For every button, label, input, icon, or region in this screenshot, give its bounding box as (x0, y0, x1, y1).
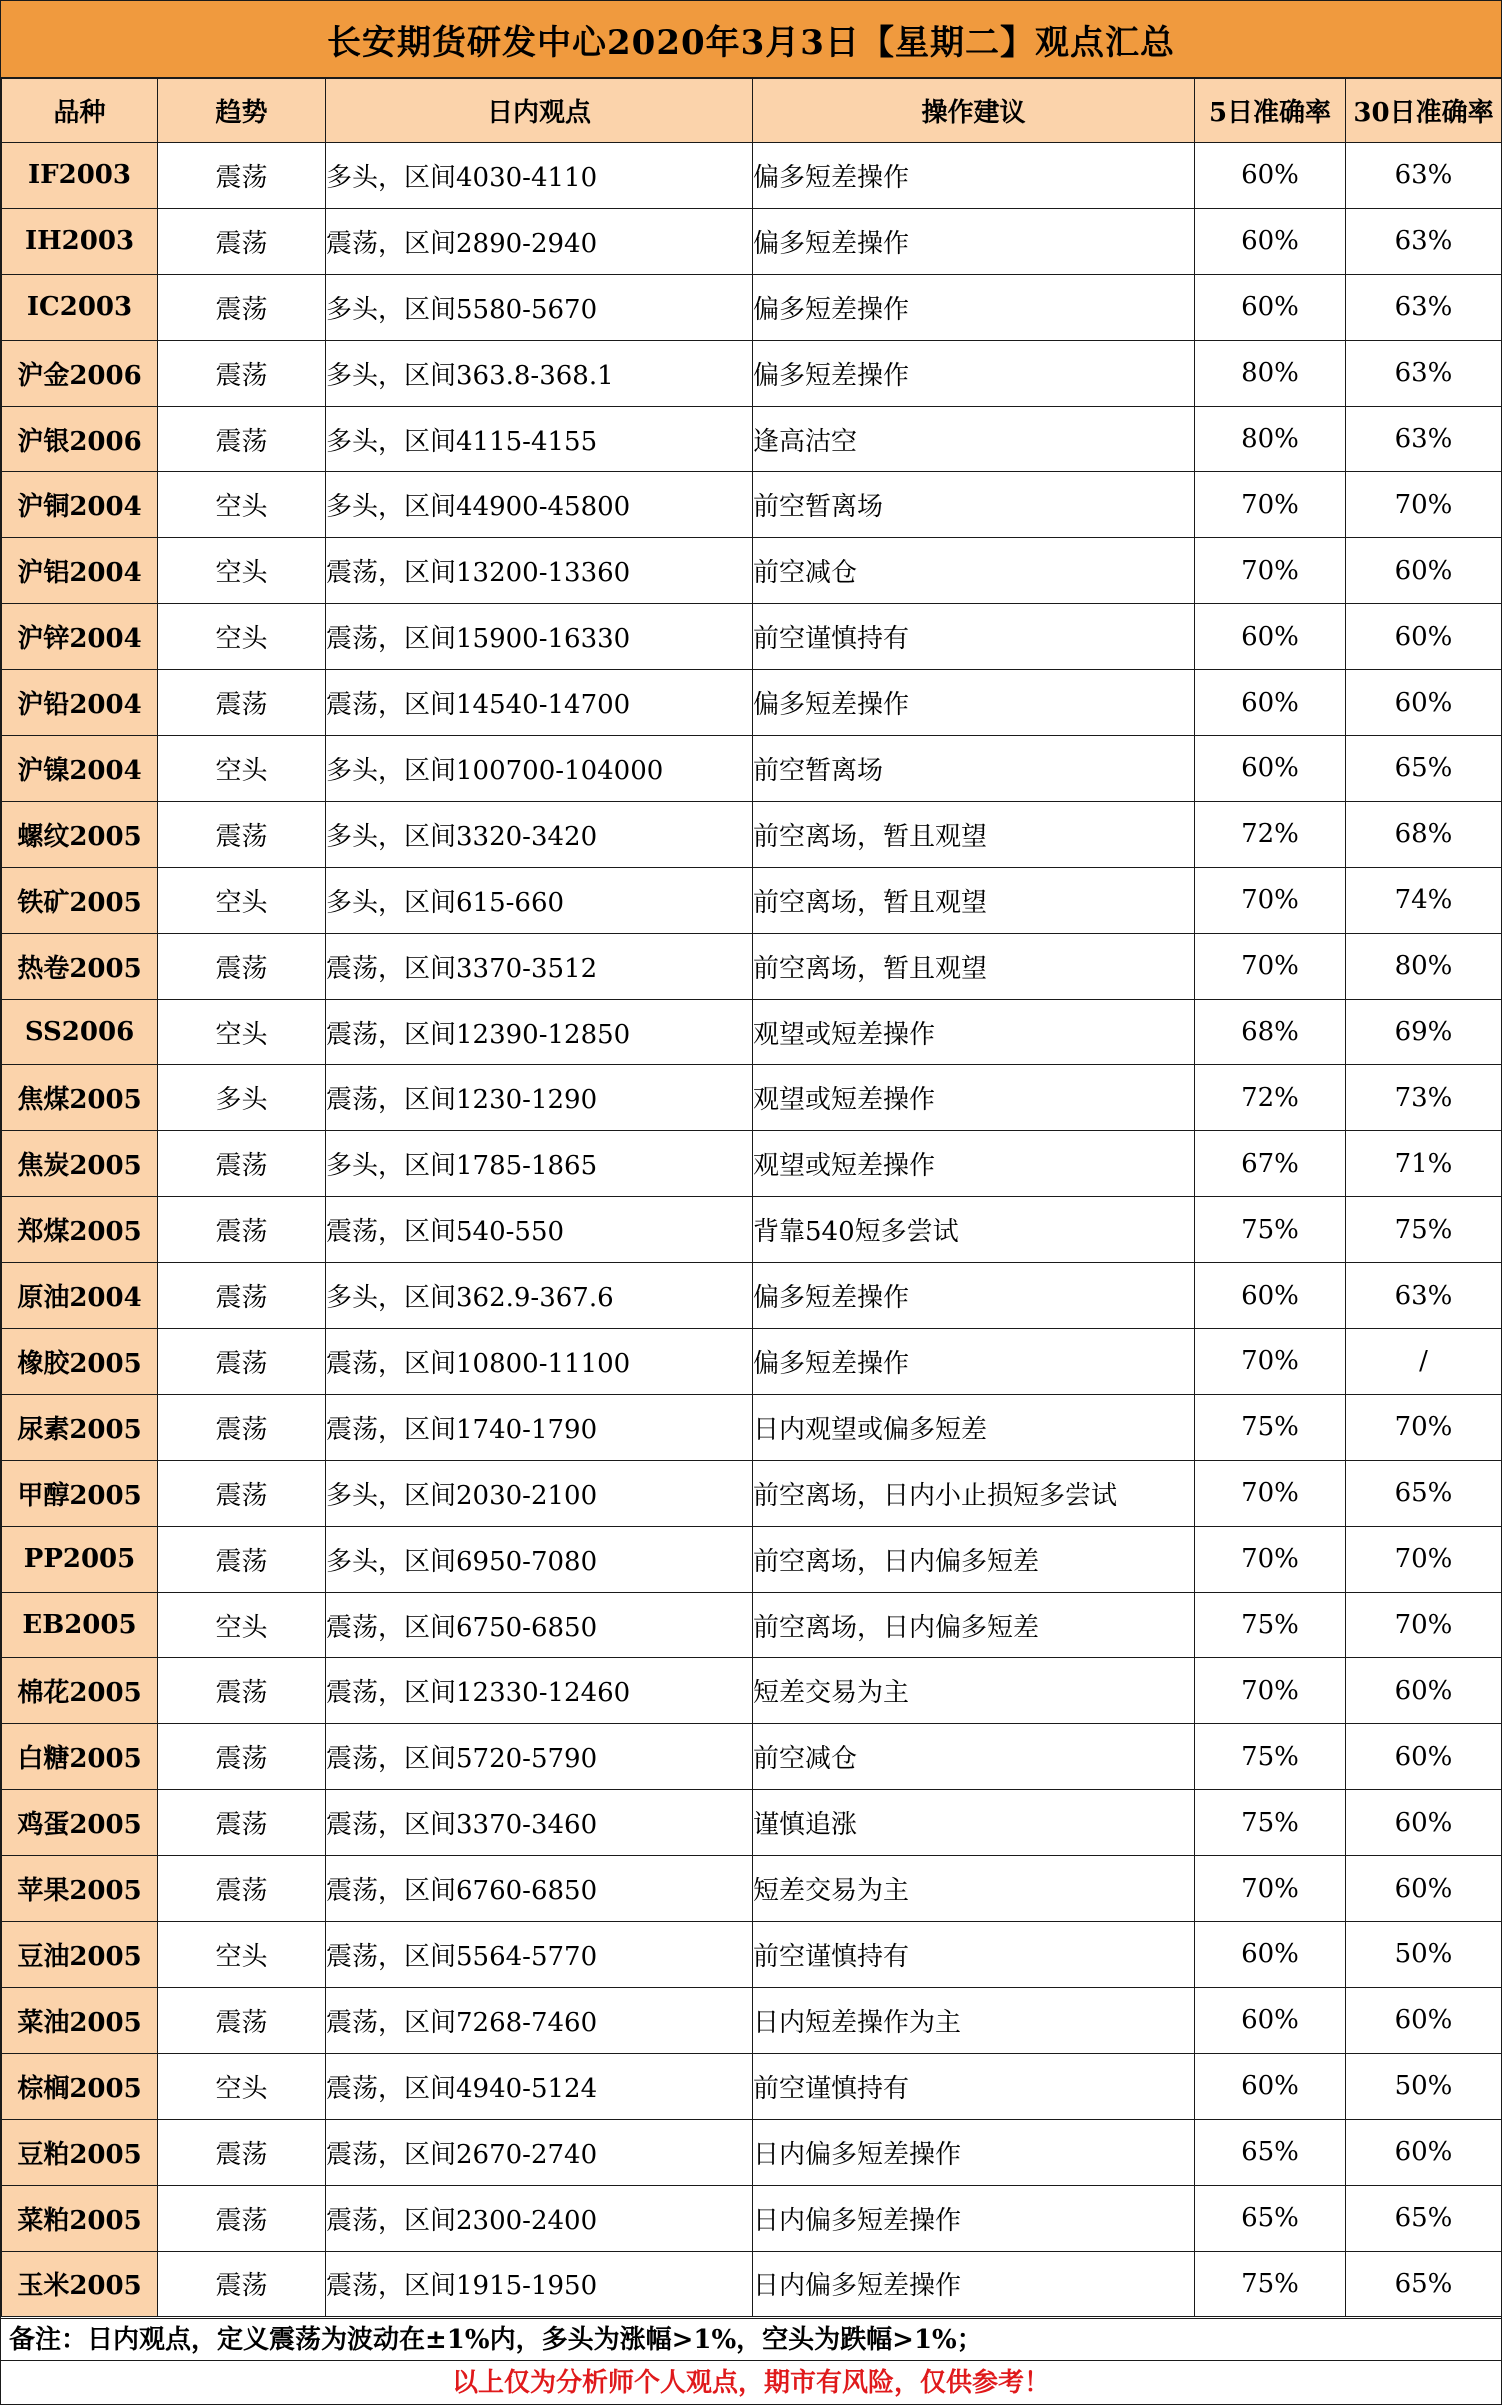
advice-cell: 前空离场，日内小止损短多尝试 (753, 1460, 1195, 1526)
table-row (2, 208, 1502, 274)
table-row (2, 2053, 1502, 2119)
trend-cell: 震荡 (158, 2119, 326, 2185)
trend-cell: 震荡 (158, 801, 326, 867)
accuracy-30d-cell: 70% (1346, 472, 1502, 538)
advice-cell: 偏多短差操作 (753, 670, 1195, 736)
accuracy-5d-cell: 80% (1195, 406, 1346, 472)
table-row (2, 2185, 1502, 2251)
variety-cell: 沪金2006 (2, 340, 158, 406)
table-row (2, 1790, 1502, 1856)
trend-cell: 震荡 (158, 1131, 326, 1197)
footnote: 备注：日内观点，定义震荡为波动在±1%内，多头为涨幅>1%，空头为跌幅>1%； (1, 2318, 1501, 2361)
trend-cell: 空头 (158, 538, 326, 604)
accuracy-5d-cell: 70% (1195, 1329, 1346, 1395)
trend-cell: 震荡 (158, 2251, 326, 2317)
accuracy-5d-cell: 60% (1195, 1987, 1346, 2053)
trend-cell: 震荡 (158, 208, 326, 274)
intraday-view-cell: 多头，区间6950-7080 (326, 1526, 753, 1592)
table-row (2, 1856, 1502, 1922)
variety-cell: PP2005 (2, 1526, 158, 1592)
accuracy-30d-cell: 50% (1346, 1922, 1502, 1988)
trend-cell: 空头 (158, 999, 326, 1065)
accuracy-30d-cell: 63% (1346, 143, 1502, 209)
accuracy-5d-cell: 60% (1195, 143, 1346, 209)
trend-cell: 空头 (158, 867, 326, 933)
header-intraday-view: 日内观点 (326, 79, 753, 143)
accuracy-5d-cell: 70% (1195, 1526, 1346, 1592)
advice-cell: 前空减仓 (753, 1724, 1195, 1790)
advice-cell: 前空离场，暂且观望 (753, 933, 1195, 999)
intraday-view-cell: 震荡，区间1915-1950 (326, 2251, 753, 2317)
table-row (2, 1065, 1502, 1131)
accuracy-30d-cell: 60% (1346, 1724, 1502, 1790)
accuracy-30d-cell: 65% (1346, 2251, 1502, 2317)
accuracy-5d-cell: 75% (1195, 1724, 1346, 1790)
variety-cell: 菜油2005 (2, 1987, 158, 2053)
accuracy-5d-cell: 80% (1195, 340, 1346, 406)
trend-cell: 震荡 (158, 406, 326, 472)
header-row (2, 79, 1502, 143)
variety-cell: 棉花2005 (2, 1658, 158, 1724)
trend-cell: 震荡 (158, 1790, 326, 1856)
intraday-view-cell: 震荡，区间7268-7460 (326, 1987, 753, 2053)
advice-cell: 观望或短差操作 (753, 1065, 1195, 1131)
accuracy-30d-cell: 60% (1346, 1658, 1502, 1724)
trend-cell: 震荡 (158, 1987, 326, 2053)
advice-cell: 逢高沽空 (753, 406, 1195, 472)
intraday-view-cell: 震荡，区间540-550 (326, 1197, 753, 1263)
advice-cell: 前空谨慎持有 (753, 2053, 1195, 2119)
trend-cell: 震荡 (158, 933, 326, 999)
table-row (2, 933, 1502, 999)
accuracy-30d-cell: 60% (1346, 1856, 1502, 1922)
table-row (2, 538, 1502, 604)
variety-cell: 甲醇2005 (2, 1460, 158, 1526)
table-row (2, 736, 1502, 802)
variety-cell: 菜粕2005 (2, 2185, 158, 2251)
advice-cell: 前空离场，日内偏多短差 (753, 1526, 1195, 1592)
trend-cell: 空头 (158, 736, 326, 802)
accuracy-30d-cell: 69% (1346, 999, 1502, 1065)
variety-cell: IC2003 (2, 274, 158, 340)
table-row (2, 670, 1502, 736)
accuracy-30d-cell: 60% (1346, 1987, 1502, 2053)
intraday-view-cell: 震荡，区间5720-5790 (326, 1724, 753, 1790)
accuracy-30d-cell: 63% (1346, 208, 1502, 274)
advice-cell: 谨慎追涨 (753, 1790, 1195, 1856)
accuracy-5d-cell: 70% (1195, 867, 1346, 933)
variety-cell: 沪银2006 (2, 406, 158, 472)
variety-cell: 沪铝2004 (2, 538, 158, 604)
variety-cell: 玉米2005 (2, 2251, 158, 2317)
trend-cell: 震荡 (158, 143, 326, 209)
accuracy-30d-cell: 75% (1346, 1197, 1502, 1263)
advice-cell: 前空谨慎持有 (753, 1922, 1195, 1988)
advice-cell: 日内偏多短差操作 (753, 2119, 1195, 2185)
intraday-view-cell: 多头，区间100700-104000 (326, 736, 753, 802)
accuracy-5d-cell: 70% (1195, 472, 1346, 538)
accuracy-5d-cell: 60% (1195, 1922, 1346, 1988)
variety-cell: 热卷2005 (2, 933, 158, 999)
intraday-view-cell: 多头，区间5580-5670 (326, 274, 753, 340)
accuracy-5d-cell: 65% (1195, 2119, 1346, 2185)
variety-cell: 螺纹2005 (2, 801, 158, 867)
variety-cell: IH2003 (2, 208, 158, 274)
advice-cell: 前空离场，暂且观望 (753, 801, 1195, 867)
advice-cell: 前空谨慎持有 (753, 604, 1195, 670)
accuracy-30d-cell: 70% (1346, 1394, 1502, 1460)
variety-cell: 鸡蛋2005 (2, 1790, 158, 1856)
views-table (1, 78, 1502, 2317)
variety-cell: IF2003 (2, 143, 158, 209)
accuracy-5d-cell: 75% (1195, 1592, 1346, 1658)
accuracy-5d-cell: 72% (1195, 1065, 1346, 1131)
table-row (2, 274, 1502, 340)
table-row (2, 340, 1502, 406)
advice-cell: 日内偏多短差操作 (753, 2251, 1195, 2317)
table-row (2, 1987, 1502, 2053)
accuracy-30d-cell: 60% (1346, 2119, 1502, 2185)
trend-cell: 震荡 (158, 1197, 326, 1263)
variety-cell: 白糖2005 (2, 1724, 158, 1790)
table-row (2, 1922, 1502, 1988)
trend-cell: 震荡 (158, 1329, 326, 1395)
trend-cell: 空头 (158, 604, 326, 670)
table-row (2, 1592, 1502, 1658)
accuracy-30d-cell: 65% (1346, 2185, 1502, 2251)
table-row (2, 1724, 1502, 1790)
accuracy-5d-cell: 60% (1195, 208, 1346, 274)
table-row (2, 1263, 1502, 1329)
accuracy-30d-cell: 60% (1346, 670, 1502, 736)
advice-cell: 前空离场，暂且观望 (753, 867, 1195, 933)
accuracy-30d-cell: 71% (1346, 1131, 1502, 1197)
accuracy-30d-cell: 80% (1346, 933, 1502, 999)
table-row (2, 1658, 1502, 1724)
intraday-view-cell: 震荡，区间12390-12850 (326, 999, 753, 1065)
intraday-view-cell: 多头，区间4115-4155 (326, 406, 753, 472)
advice-cell: 背靠540短多尝试 (753, 1197, 1195, 1263)
trend-cell: 震荡 (158, 1856, 326, 1922)
intraday-view-cell: 震荡，区间5564-5770 (326, 1922, 753, 1988)
variety-cell: 沪镍2004 (2, 736, 158, 802)
variety-cell: 沪铜2004 (2, 472, 158, 538)
accuracy-5d-cell: 75% (1195, 1790, 1346, 1856)
accuracy-5d-cell: 67% (1195, 1131, 1346, 1197)
accuracy-5d-cell: 60% (1195, 2053, 1346, 2119)
intraday-view-cell: 多头，区间3320-3420 (326, 801, 753, 867)
accuracy-5d-cell: 65% (1195, 2185, 1346, 2251)
disclaimer: 以上仅为分析师个人观点，期市有风险，仅供参考！ (451, 2368, 1050, 2398)
variety-cell: 沪锌2004 (2, 604, 158, 670)
intraday-view-cell: 震荡，区间1230-1290 (326, 1065, 753, 1131)
advice-cell: 偏多短差操作 (753, 340, 1195, 406)
accuracy-30d-cell: 63% (1346, 1263, 1502, 1329)
intraday-view-cell: 多头，区间363.8-368.1 (326, 340, 753, 406)
accuracy-5d-cell: 60% (1195, 1263, 1346, 1329)
advice-cell: 短差交易为主 (753, 1856, 1195, 1922)
accuracy-30d-cell: 60% (1346, 604, 1502, 670)
intraday-view-cell: 震荡，区间3370-3460 (326, 1790, 753, 1856)
variety-cell: 尿素2005 (2, 1394, 158, 1460)
intraday-view-cell: 多头，区间44900-45800 (326, 472, 753, 538)
table-row (2, 1460, 1502, 1526)
accuracy-30d-cell: 74% (1346, 867, 1502, 933)
advice-cell: 偏多短差操作 (753, 143, 1195, 209)
header-trend: 趋势 (158, 79, 326, 143)
trend-cell: 多头 (158, 1065, 326, 1131)
trend-cell: 空头 (158, 472, 326, 538)
accuracy-30d-cell: 63% (1346, 274, 1502, 340)
accuracy-30d-cell: 70% (1346, 1526, 1502, 1592)
table-row (2, 867, 1502, 933)
advice-cell: 前空离场，日内偏多短差 (753, 1592, 1195, 1658)
accuracy-30d-cell: 63% (1346, 340, 1502, 406)
intraday-view-cell: 多头，区间615-660 (326, 867, 753, 933)
intraday-view-cell: 震荡，区间4940-5124 (326, 2053, 753, 2119)
advice-cell: 偏多短差操作 (753, 1263, 1195, 1329)
trend-cell: 震荡 (158, 340, 326, 406)
accuracy-5d-cell: 70% (1195, 1658, 1346, 1724)
intraday-view-cell: 震荡，区间2670-2740 (326, 2119, 753, 2185)
table-row (2, 2251, 1502, 2317)
trend-cell: 震荡 (158, 2185, 326, 2251)
advice-cell: 偏多短差操作 (753, 1329, 1195, 1395)
accuracy-5d-cell: 70% (1195, 1460, 1346, 1526)
trend-cell: 震荡 (158, 274, 326, 340)
intraday-view-cell: 多头，区间2030-2100 (326, 1460, 753, 1526)
variety-cell: 棕榈2005 (2, 2053, 158, 2119)
intraday-view-cell: 震荡，区间3370-3512 (326, 933, 753, 999)
variety-cell: 铁矿2005 (2, 867, 158, 933)
variety-cell: 苹果2005 (2, 1856, 158, 1922)
intraday-view-cell: 震荡，区间2890-2940 (326, 208, 753, 274)
accuracy-5d-cell: 75% (1195, 1394, 1346, 1460)
variety-cell: SS2006 (2, 999, 158, 1065)
intraday-view-cell: 震荡，区间12330-12460 (326, 1658, 753, 1724)
accuracy-30d-cell: 70% (1346, 1592, 1502, 1658)
variety-cell: 橡胶2005 (2, 1329, 158, 1395)
accuracy-5d-cell: 75% (1195, 2251, 1346, 2317)
header-accuracy-30d: 30日准确率 (1346, 79, 1502, 143)
table-row (2, 472, 1502, 538)
intraday-view-cell: 震荡，区间10800-11100 (326, 1329, 753, 1395)
table-row (2, 406, 1502, 472)
intraday-view-cell: 震荡，区间14540-14700 (326, 670, 753, 736)
table-row (2, 1394, 1502, 1460)
accuracy-5d-cell: 70% (1195, 538, 1346, 604)
advice-cell: 日内偏多短差操作 (753, 2185, 1195, 2251)
accuracy-5d-cell: 60% (1195, 604, 1346, 670)
table-row (2, 2119, 1502, 2185)
intraday-view-cell: 多头，区间1785-1865 (326, 1131, 753, 1197)
trend-cell: 震荡 (158, 1724, 326, 1790)
table-row (2, 999, 1502, 1065)
table-row (2, 604, 1502, 670)
intraday-view-cell: 多头，区间4030-4110 (326, 143, 753, 209)
accuracy-30d-cell: 68% (1346, 801, 1502, 867)
intraday-view-cell: 震荡，区间6750-6850 (326, 1592, 753, 1658)
accuracy-5d-cell: 68% (1195, 999, 1346, 1065)
accuracy-30d-cell: 60% (1346, 1790, 1502, 1856)
trend-cell: 震荡 (158, 1394, 326, 1460)
accuracy-30d-cell: 50% (1346, 2053, 1502, 2119)
accuracy-30d-cell: 65% (1346, 1460, 1502, 1526)
advice-cell: 偏多短差操作 (753, 208, 1195, 274)
table-row (2, 143, 1502, 209)
header-variety: 品种 (2, 79, 158, 143)
variety-cell: 焦煤2005 (2, 1065, 158, 1131)
variety-cell: 焦炭2005 (2, 1131, 158, 1197)
header-accuracy-5d: 5日准确率 (1195, 79, 1346, 143)
advice-cell: 前空减仓 (753, 538, 1195, 604)
trend-cell: 震荡 (158, 1658, 326, 1724)
trend-cell: 震荡 (158, 1526, 326, 1592)
trend-cell: 空头 (158, 2053, 326, 2119)
accuracy-5d-cell: 72% (1195, 801, 1346, 867)
accuracy-30d-cell: 60% (1346, 538, 1502, 604)
table-body (2, 143, 1502, 2317)
accuracy-5d-cell: 60% (1195, 670, 1346, 736)
advice-cell: 偏多短差操作 (753, 274, 1195, 340)
table-row (2, 1197, 1502, 1263)
variety-cell: 郑煤2005 (2, 1197, 158, 1263)
variety-cell: 豆油2005 (2, 1922, 158, 1988)
accuracy-5d-cell: 75% (1195, 1197, 1346, 1263)
intraday-view-cell: 震荡，区间1740-1790 (326, 1394, 753, 1460)
variety-cell: 沪铅2004 (2, 670, 158, 736)
accuracy-30d-cell: 65% (1346, 736, 1502, 802)
variety-cell: EB2005 (2, 1592, 158, 1658)
intraday-view-cell: 多头，区间362.9-367.6 (326, 1263, 753, 1329)
accuracy-5d-cell: 60% (1195, 736, 1346, 802)
table-row (2, 1329, 1502, 1395)
advice-cell: 前空暂离场 (753, 736, 1195, 802)
intraday-view-cell: 震荡，区间6760-6850 (326, 1856, 753, 1922)
accuracy-5d-cell: 70% (1195, 933, 1346, 999)
table-row (2, 801, 1502, 867)
advice-cell: 观望或短差操作 (753, 999, 1195, 1065)
accuracy-5d-cell: 70% (1195, 1856, 1346, 1922)
accuracy-30d-cell: 63% (1346, 406, 1502, 472)
table-row (2, 1131, 1502, 1197)
header-advice: 操作建议 (753, 79, 1195, 143)
advice-cell: 观望或短差操作 (753, 1131, 1195, 1197)
advice-cell: 短差交易为主 (753, 1658, 1195, 1724)
advice-cell: 前空暂离场 (753, 472, 1195, 538)
accuracy-5d-cell: 60% (1195, 274, 1346, 340)
advice-cell: 日内短差操作为主 (753, 1987, 1195, 2053)
trend-cell: 空头 (158, 1922, 326, 1988)
intraday-view-cell: 震荡，区间13200-13360 (326, 538, 753, 604)
accuracy-30d-cell: / (1346, 1329, 1502, 1395)
intraday-view-cell: 震荡，区间2300-2400 (326, 2185, 753, 2251)
variety-cell: 原油2004 (2, 1263, 158, 1329)
page-title: 长安期货研发中心2020年3月3日【星期二】观点汇总 (1, 1, 1501, 78)
table-row (2, 1526, 1502, 1592)
trend-cell: 震荡 (158, 1263, 326, 1329)
accuracy-30d-cell: 73% (1346, 1065, 1502, 1131)
trend-cell: 震荡 (158, 1460, 326, 1526)
advice-cell: 日内观望或偏多短差 (753, 1394, 1195, 1460)
trend-cell: 震荡 (158, 670, 326, 736)
trend-cell: 空头 (158, 1592, 326, 1658)
intraday-view-cell: 震荡，区间15900-16330 (326, 604, 753, 670)
variety-cell: 豆粕2005 (2, 2119, 158, 2185)
